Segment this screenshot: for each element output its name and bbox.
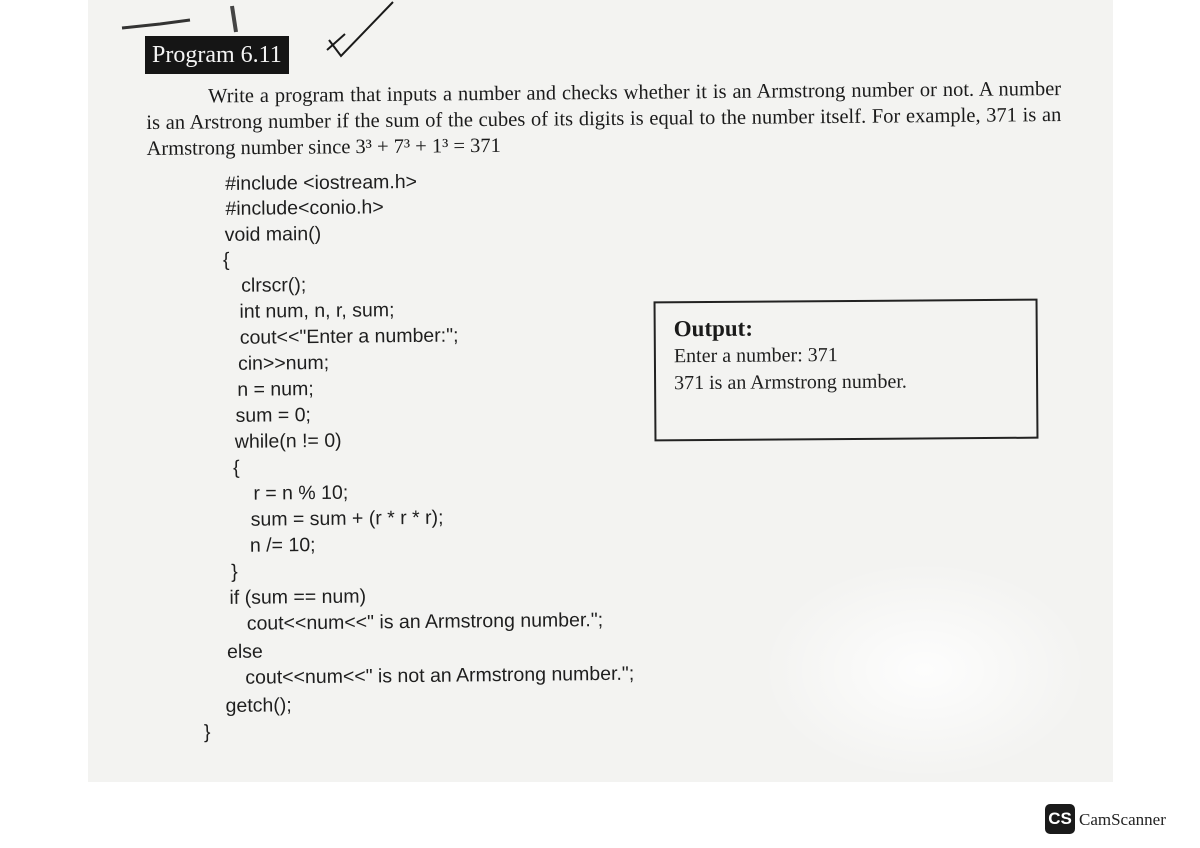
code-line: clrscr();	[241, 274, 307, 297]
pen-stroke-mark	[120, 0, 240, 38]
code-line: cout<<num<<" is not an Armstrong number.";	[245, 662, 635, 689]
problem-statement: Write a program that inputs a number and checks whether it is an Armstrong number or not. A number is an Arstrong number if the sum of the cubes of its digits is equal to the number itself. For example, 371 is an Armstrong number since 3³ + 7³ + 1³ = 371	[146, 78, 1062, 160]
code-line: r = n % 10;	[253, 481, 349, 505]
program-heading: Program 6.11	[145, 36, 289, 74]
code-line: n = num;	[237, 378, 314, 401]
code-line: sum = 0;	[235, 404, 312, 427]
code-line: }	[231, 560, 238, 583]
code-line: int num, n, r, sum;	[239, 299, 395, 323]
code-line: void main()	[224, 222, 322, 246]
output-line: Enter a number: 371	[673, 344, 838, 368]
code-line: cout<<num<<" is an Armstrong number.";	[246, 609, 604, 635]
code-line: sum = sum + (r * r * r);	[250, 506, 444, 531]
code-line: {	[222, 248, 230, 271]
camscanner-watermark: CamScanner	[1079, 810, 1166, 829]
code-line: #include <iostream.h>	[225, 170, 418, 195]
tick-mark-icon	[323, 0, 423, 62]
code-line: cin>>num;	[237, 351, 330, 375]
page-glare	[760, 560, 1090, 780]
output-title: Output:	[673, 315, 754, 342]
output-line: 371 is an Armstrong number.	[674, 370, 907, 395]
camscanner-logo-icon: CS	[1045, 804, 1075, 834]
code-line: }	[203, 721, 211, 744]
code-line: if (sum == num)	[229, 585, 367, 609]
code-line: else	[226, 640, 263, 663]
output-box	[654, 299, 1039, 442]
code-line: #include<conio.h>	[225, 196, 384, 220]
code-line: cout<<"Enter a number:";	[239, 324, 459, 349]
code-line: getch();	[225, 694, 292, 717]
code-line: n /= 10;	[249, 534, 316, 557]
code-line: {	[233, 456, 240, 479]
code-line: while(n != 0)	[234, 429, 342, 453]
